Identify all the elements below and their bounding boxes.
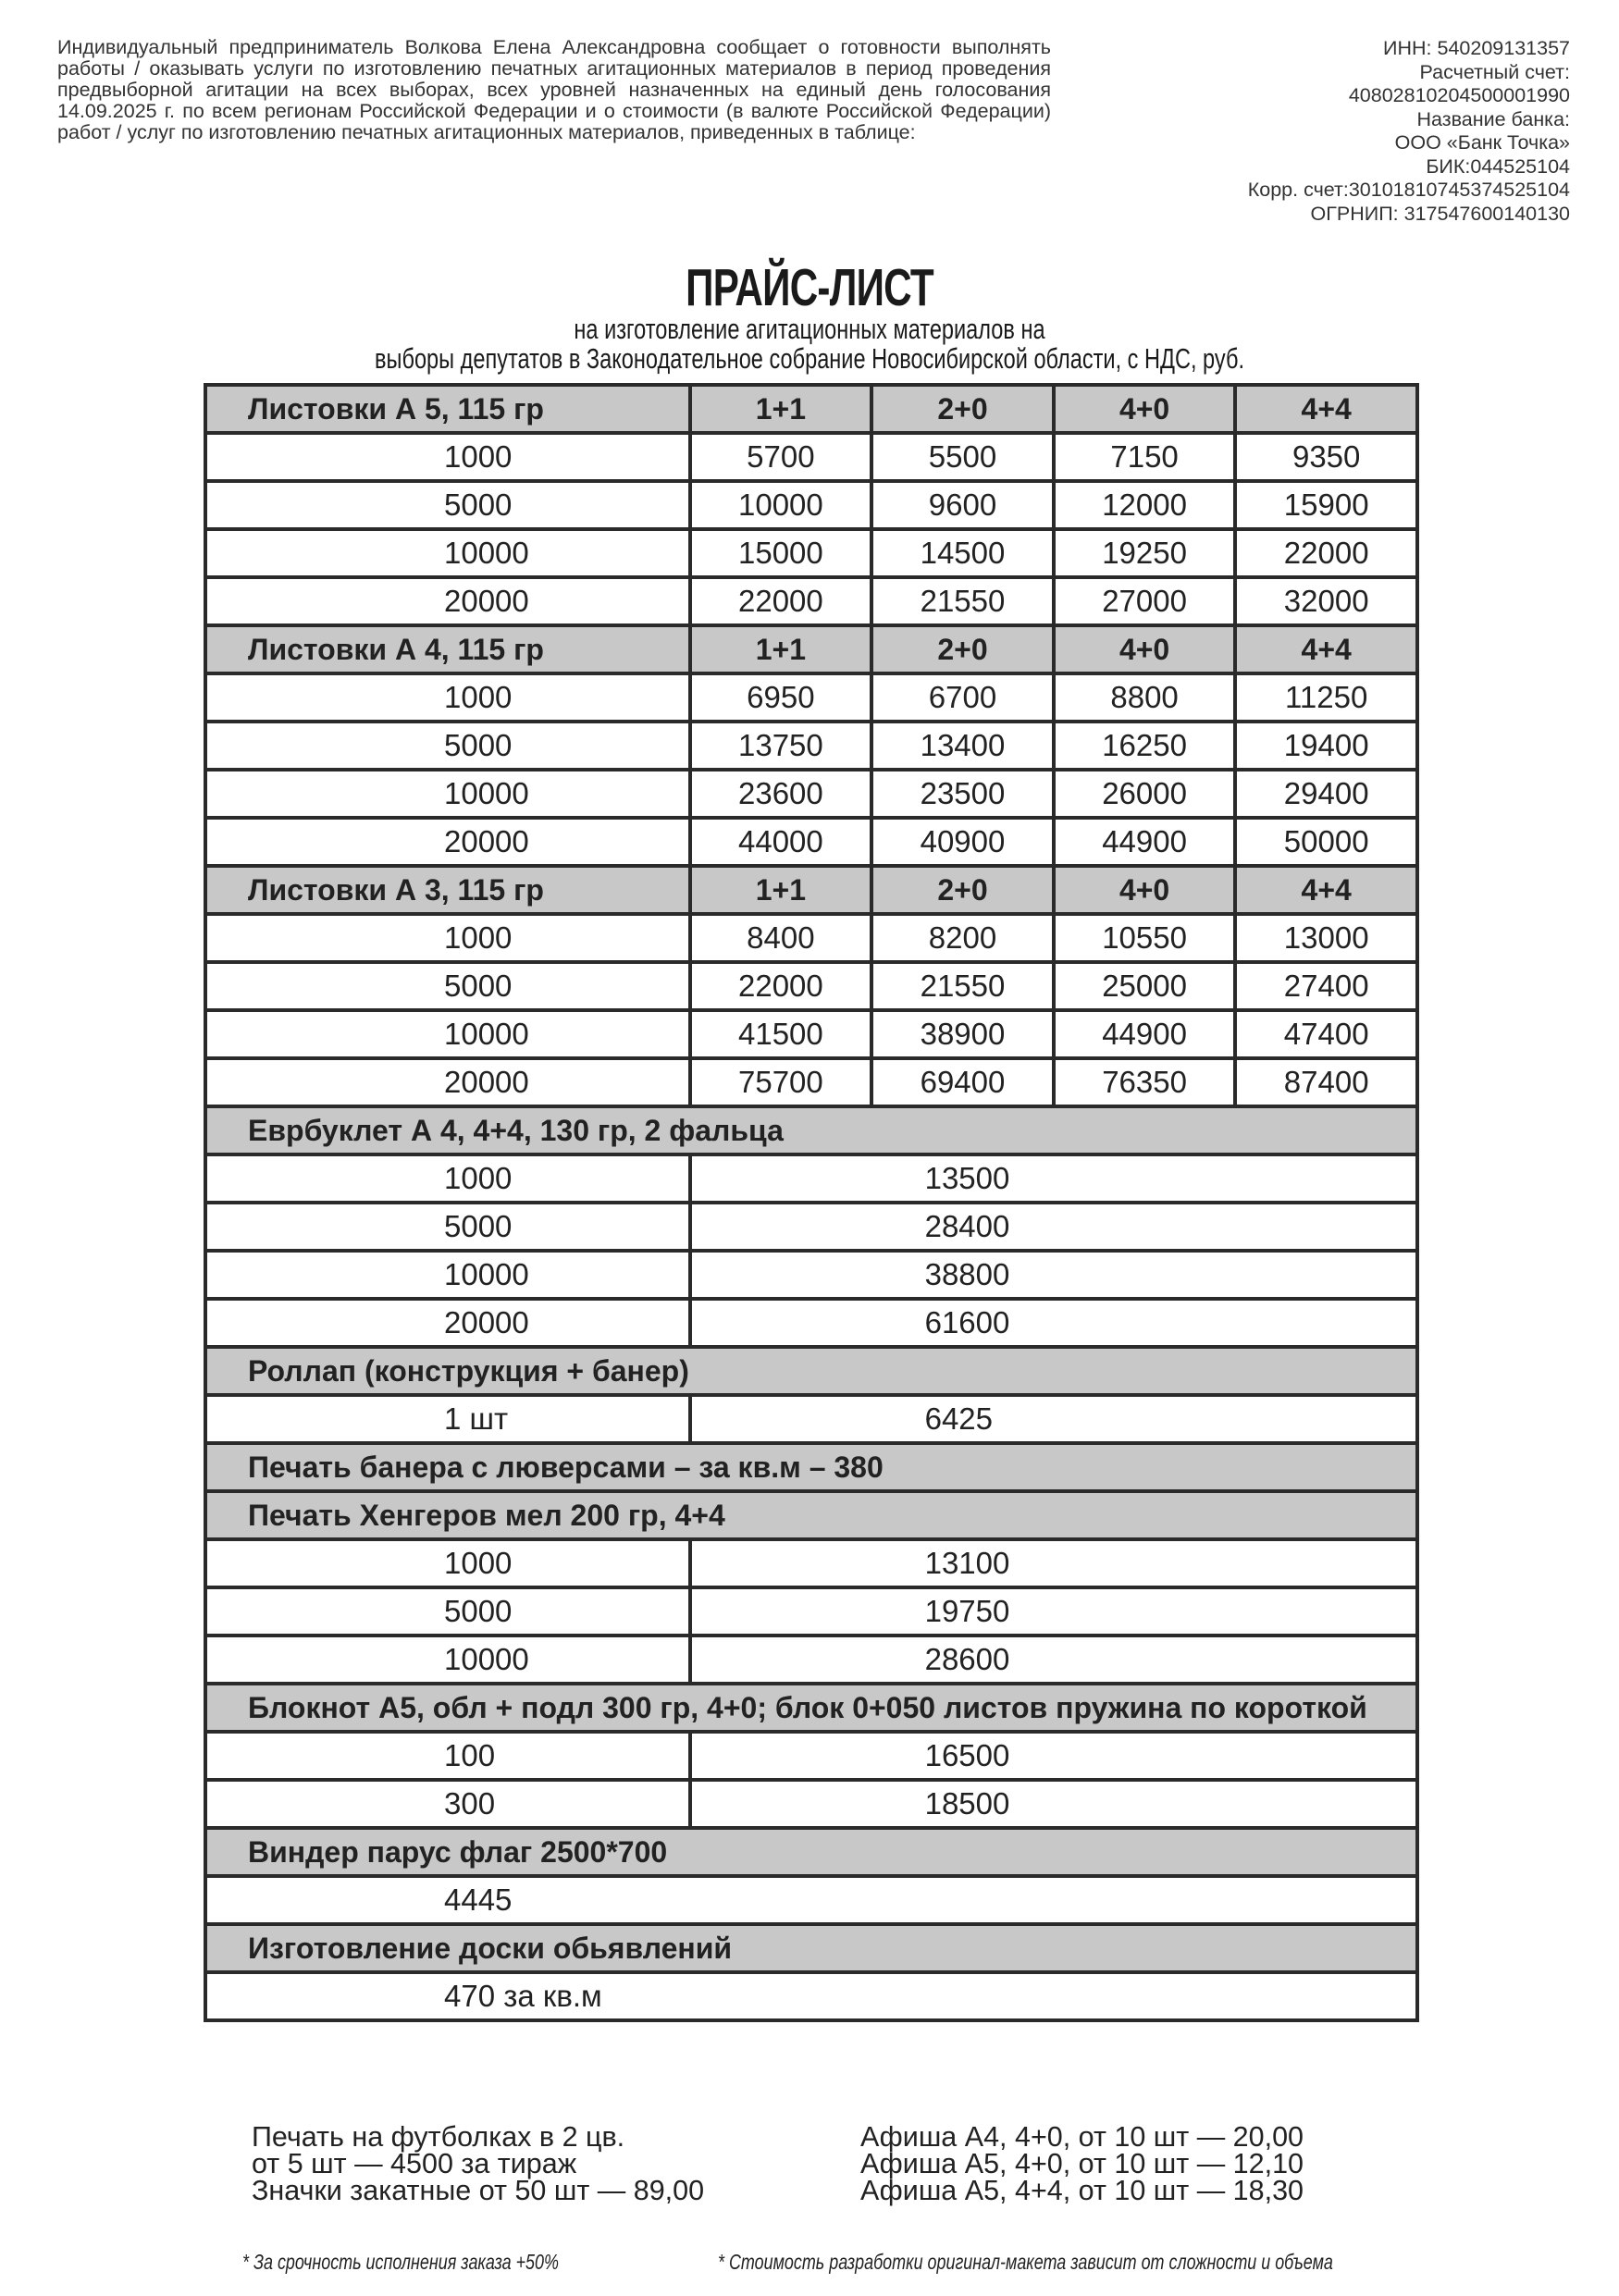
price-cell: 32000 (1235, 577, 1417, 625)
print-type-header: 2+0 (871, 385, 1054, 433)
table-row (205, 577, 1417, 625)
price-cell: 22000 (1235, 529, 1417, 577)
footer-right-line: Афиша А5, 4+4, от 10 шт — 18,30 (860, 2175, 1304, 2206)
print-type-header: 4+0 (1054, 866, 1236, 914)
subtitle-line-1: на изготовление агитационных материалов на (574, 313, 1045, 345)
price-cell: 9600 (871, 481, 1054, 529)
table-row (205, 962, 1417, 1010)
account-label: Расчетный счет: (1419, 60, 1570, 83)
price-table-body (205, 385, 1417, 2020)
quantity-cell: 20000 (205, 1299, 690, 1347)
table-row (205, 722, 1417, 770)
table-row (205, 1395, 1417, 1443)
price-cell: 87400 (1235, 1058, 1417, 1106)
price-cell: 8400 (690, 914, 872, 962)
section-title: Изготовление доски обьявлений (205, 1924, 1417, 1972)
print-type-header: 2+0 (871, 625, 1054, 673)
footer-left-line: Значки закатные от 50 шт — 89,00 (252, 2175, 705, 2206)
price-cell: 41500 (690, 1010, 872, 1058)
footer-left-line: от 5 шт — 4500 за тираж (252, 2148, 577, 2179)
print-type-header: 4+4 (1235, 625, 1417, 673)
section-title: Печать банера с люверсами – за кв.м – 380 (205, 1443, 1417, 1491)
section-header-row (205, 625, 1417, 673)
table-row (205, 1251, 1417, 1299)
quantity-cell: 10000 (205, 529, 690, 577)
quantity-cell: 1 шт (205, 1395, 690, 1443)
table-row (205, 529, 1417, 577)
note-urgency: * За срочность исполнения заказа +50% (242, 2250, 559, 2274)
print-type-header: 1+1 (690, 866, 872, 914)
price-cell: 13100 (690, 1539, 1417, 1587)
section-header-row (205, 1443, 1417, 1491)
price-cell: 6950 (690, 673, 872, 722)
price-cell: 19400 (1235, 722, 1417, 770)
price-cell: 28600 (690, 1636, 1417, 1684)
price-cell: 50000 (1235, 818, 1417, 866)
print-type-header: 2+0 (871, 866, 1054, 914)
ogrnip: ОГРНИП: 317547600140130 (1310, 202, 1570, 225)
table-row (205, 1539, 1417, 1587)
section-header-row (205, 1924, 1417, 1972)
bank-name-label: Название банка: (1416, 107, 1570, 130)
footer-right-line: Афиша А5, 4+0, от 10 шт — 12,10 (860, 2148, 1304, 2179)
price-cell: 5500 (871, 433, 1054, 481)
table-row (205, 1732, 1417, 1780)
section-title: Роллап (конструкция + банер) (205, 1347, 1417, 1395)
price-cell: 6425 (690, 1395, 1417, 1443)
price-cell: 16250 (1054, 722, 1236, 770)
print-type-header: 4+4 (1235, 866, 1417, 914)
print-type-header: 1+1 (690, 625, 872, 673)
print-type-header: 4+4 (1235, 385, 1417, 433)
quantity-cell: 1000 (205, 433, 690, 481)
table-row (205, 1058, 1417, 1106)
price-cell: 14500 (871, 529, 1054, 577)
quantity-cell: 5000 (205, 962, 690, 1010)
section-header-row (205, 1828, 1417, 1876)
price-cell: 13500 (690, 1154, 1417, 1203)
table-row (205, 433, 1417, 481)
quantity-cell: 10000 (205, 1010, 690, 1058)
bank-name: ООО «Банк Точка» (1394, 131, 1570, 154)
intro-text: Индивидуальный предприниматель Волкова Елена Александровна сообщает о готовности выполнять работы / оказывать услуги по изготовлению печатных агитационных материалов в период проведения предвыборной агитации на всех выборах, всех уровней назначенных на единый день голосования 14.09.2025 г. по всем регионам Российской Федерации и о стоимости (в валюте Российской Федерации) работ / услуг по изготовлению печатных агитационных материалов, приведенных в таблице: (57, 36, 1051, 143)
price-cell: 26000 (1054, 770, 1236, 818)
section-header-row (205, 1106, 1417, 1154)
table-row (205, 914, 1417, 962)
table-row (205, 1972, 1417, 2020)
price-cell: 38900 (871, 1010, 1054, 1058)
print-type-header: 1+1 (690, 385, 872, 433)
price-cell: 13000 (1235, 914, 1417, 962)
quantity-cell: 1000 (205, 1154, 690, 1203)
price-cell: 27400 (1235, 962, 1417, 1010)
table-row (205, 1876, 1417, 1924)
section-header-row (205, 1684, 1417, 1732)
section-title: Печать Хенгеров мел 200 гр, 4+4 (205, 1491, 1417, 1539)
price-cell: 44900 (1054, 818, 1236, 866)
quantity-cell: 20000 (205, 577, 690, 625)
section-title: Листовки А 4, 115 гр (205, 625, 690, 673)
price-cell: 22000 (690, 577, 872, 625)
price-cell: 44000 (690, 818, 872, 866)
price-cell: 61600 (690, 1299, 1417, 1347)
section-header-row (205, 866, 1417, 914)
footer-right (860, 2121, 1304, 2206)
quantity-cell: 1000 (205, 673, 690, 722)
quantity-cell: 1000 (205, 1539, 690, 1587)
inn: ИНН: 540209131357 (1383, 37, 1570, 59)
price-cell: 470 за кв.м (205, 1972, 1417, 2020)
price-cell: 25000 (1054, 962, 1236, 1010)
quantity-cell: 1000 (205, 914, 690, 962)
section-header-row (205, 385, 1417, 433)
note-layout-cost: * Стоимость разработки оригинал-макета зависит от сложности и объема (718, 2250, 1333, 2274)
price-cell: 4445 (205, 1876, 1417, 1924)
bik: БИК:044525104 (1426, 154, 1570, 178)
section-title: Блокнот А5, обл + подл 300 гр, 4+0; блок 0+050 листов пружина по короткой (205, 1684, 1417, 1732)
account-number: 40802810204500001990 (1348, 84, 1570, 106)
footer-left-line: Печать на футболках в 2 цв. (252, 2121, 625, 2153)
quantity-cell: 100 (205, 1732, 690, 1780)
quantity-cell: 10000 (205, 1251, 690, 1299)
section-header-row (205, 1491, 1417, 1539)
table-row (205, 1780, 1417, 1828)
price-cell: 11250 (1235, 673, 1417, 722)
price-cell: 21550 (871, 962, 1054, 1010)
section-title: Листовки А 3, 115 гр (205, 866, 690, 914)
price-cell: 6700 (871, 673, 1054, 722)
price-cell: 22000 (690, 962, 872, 1010)
price-cell: 19250 (1054, 529, 1236, 577)
price-cell: 10000 (690, 481, 872, 529)
price-cell: 47400 (1235, 1010, 1417, 1058)
price-cell: 40900 (871, 818, 1054, 866)
price-cell: 7150 (1054, 433, 1236, 481)
price-cell: 12000 (1054, 481, 1236, 529)
quantity-cell: 10000 (205, 770, 690, 818)
section-title: Еврбуклет А 4, 4+4, 130 гр, 2 фальца (205, 1106, 1417, 1154)
section-title: Виндер парус флаг 2500*700 (205, 1828, 1417, 1876)
price-cell: 15000 (690, 529, 872, 577)
price-cell: 13400 (871, 722, 1054, 770)
table-row (205, 1154, 1417, 1203)
price-cell: 28400 (690, 1203, 1417, 1251)
print-type-header: 4+0 (1054, 625, 1236, 673)
section-title: Листовки А 5, 115 гр (205, 385, 690, 433)
table-row (205, 818, 1417, 866)
price-cell: 9350 (1235, 433, 1417, 481)
table-row (205, 673, 1417, 722)
price-cell: 16500 (690, 1732, 1417, 1780)
table-row (205, 770, 1417, 818)
quantity-cell: 10000 (205, 1636, 690, 1684)
price-cell: 38800 (690, 1251, 1417, 1299)
print-type-header: 4+0 (1054, 385, 1236, 433)
price-cell: 75700 (690, 1058, 872, 1106)
price-cell: 5700 (690, 433, 872, 481)
price-cell: 23500 (871, 770, 1054, 818)
page-title: ПРАЙС-ЛИСТ (686, 258, 933, 317)
table-row (205, 1636, 1417, 1684)
price-cell: 8200 (871, 914, 1054, 962)
table-row (205, 1587, 1417, 1636)
price-cell: 19750 (690, 1587, 1417, 1636)
price-cell: 69400 (871, 1058, 1054, 1106)
footer-left (252, 2121, 705, 2206)
quantity-cell: 20000 (205, 818, 690, 866)
corr-account: Корр. счет:30101810745374525104 (1247, 179, 1570, 201)
price-cell: 21550 (871, 577, 1054, 625)
price-cell: 13750 (690, 722, 872, 770)
table-row (205, 1010, 1417, 1058)
price-cell: 10550 (1054, 914, 1236, 962)
quantity-cell: 300 (205, 1780, 690, 1828)
price-cell: 18500 (690, 1780, 1417, 1828)
quantity-cell: 5000 (205, 1587, 690, 1636)
section-header-row (205, 1347, 1417, 1395)
price-cell: 8800 (1054, 673, 1236, 722)
table-row (205, 1299, 1417, 1347)
bank-details (1089, 37, 1570, 226)
table-row (205, 481, 1417, 529)
table-row (205, 1203, 1417, 1251)
price-table (204, 383, 1419, 2022)
quantity-cell: 20000 (205, 1058, 690, 1106)
footer-right-line: Афиша А4, 4+0, от 10 шт — 20,00 (860, 2121, 1304, 2153)
price-cell: 27000 (1054, 577, 1236, 625)
price-cell: 23600 (690, 770, 872, 818)
quantity-cell: 5000 (205, 1203, 690, 1251)
price-cell: 15900 (1235, 481, 1417, 529)
price-cell: 76350 (1054, 1058, 1236, 1106)
quantity-cell: 5000 (205, 481, 690, 529)
price-cell: 44900 (1054, 1010, 1236, 1058)
subtitle-line-2: выборы депутатов в Законодательное собрание Новосибирской области, с НДС, руб. (374, 342, 1244, 375)
quantity-cell: 5000 (205, 722, 690, 770)
price-cell: 29400 (1235, 770, 1417, 818)
